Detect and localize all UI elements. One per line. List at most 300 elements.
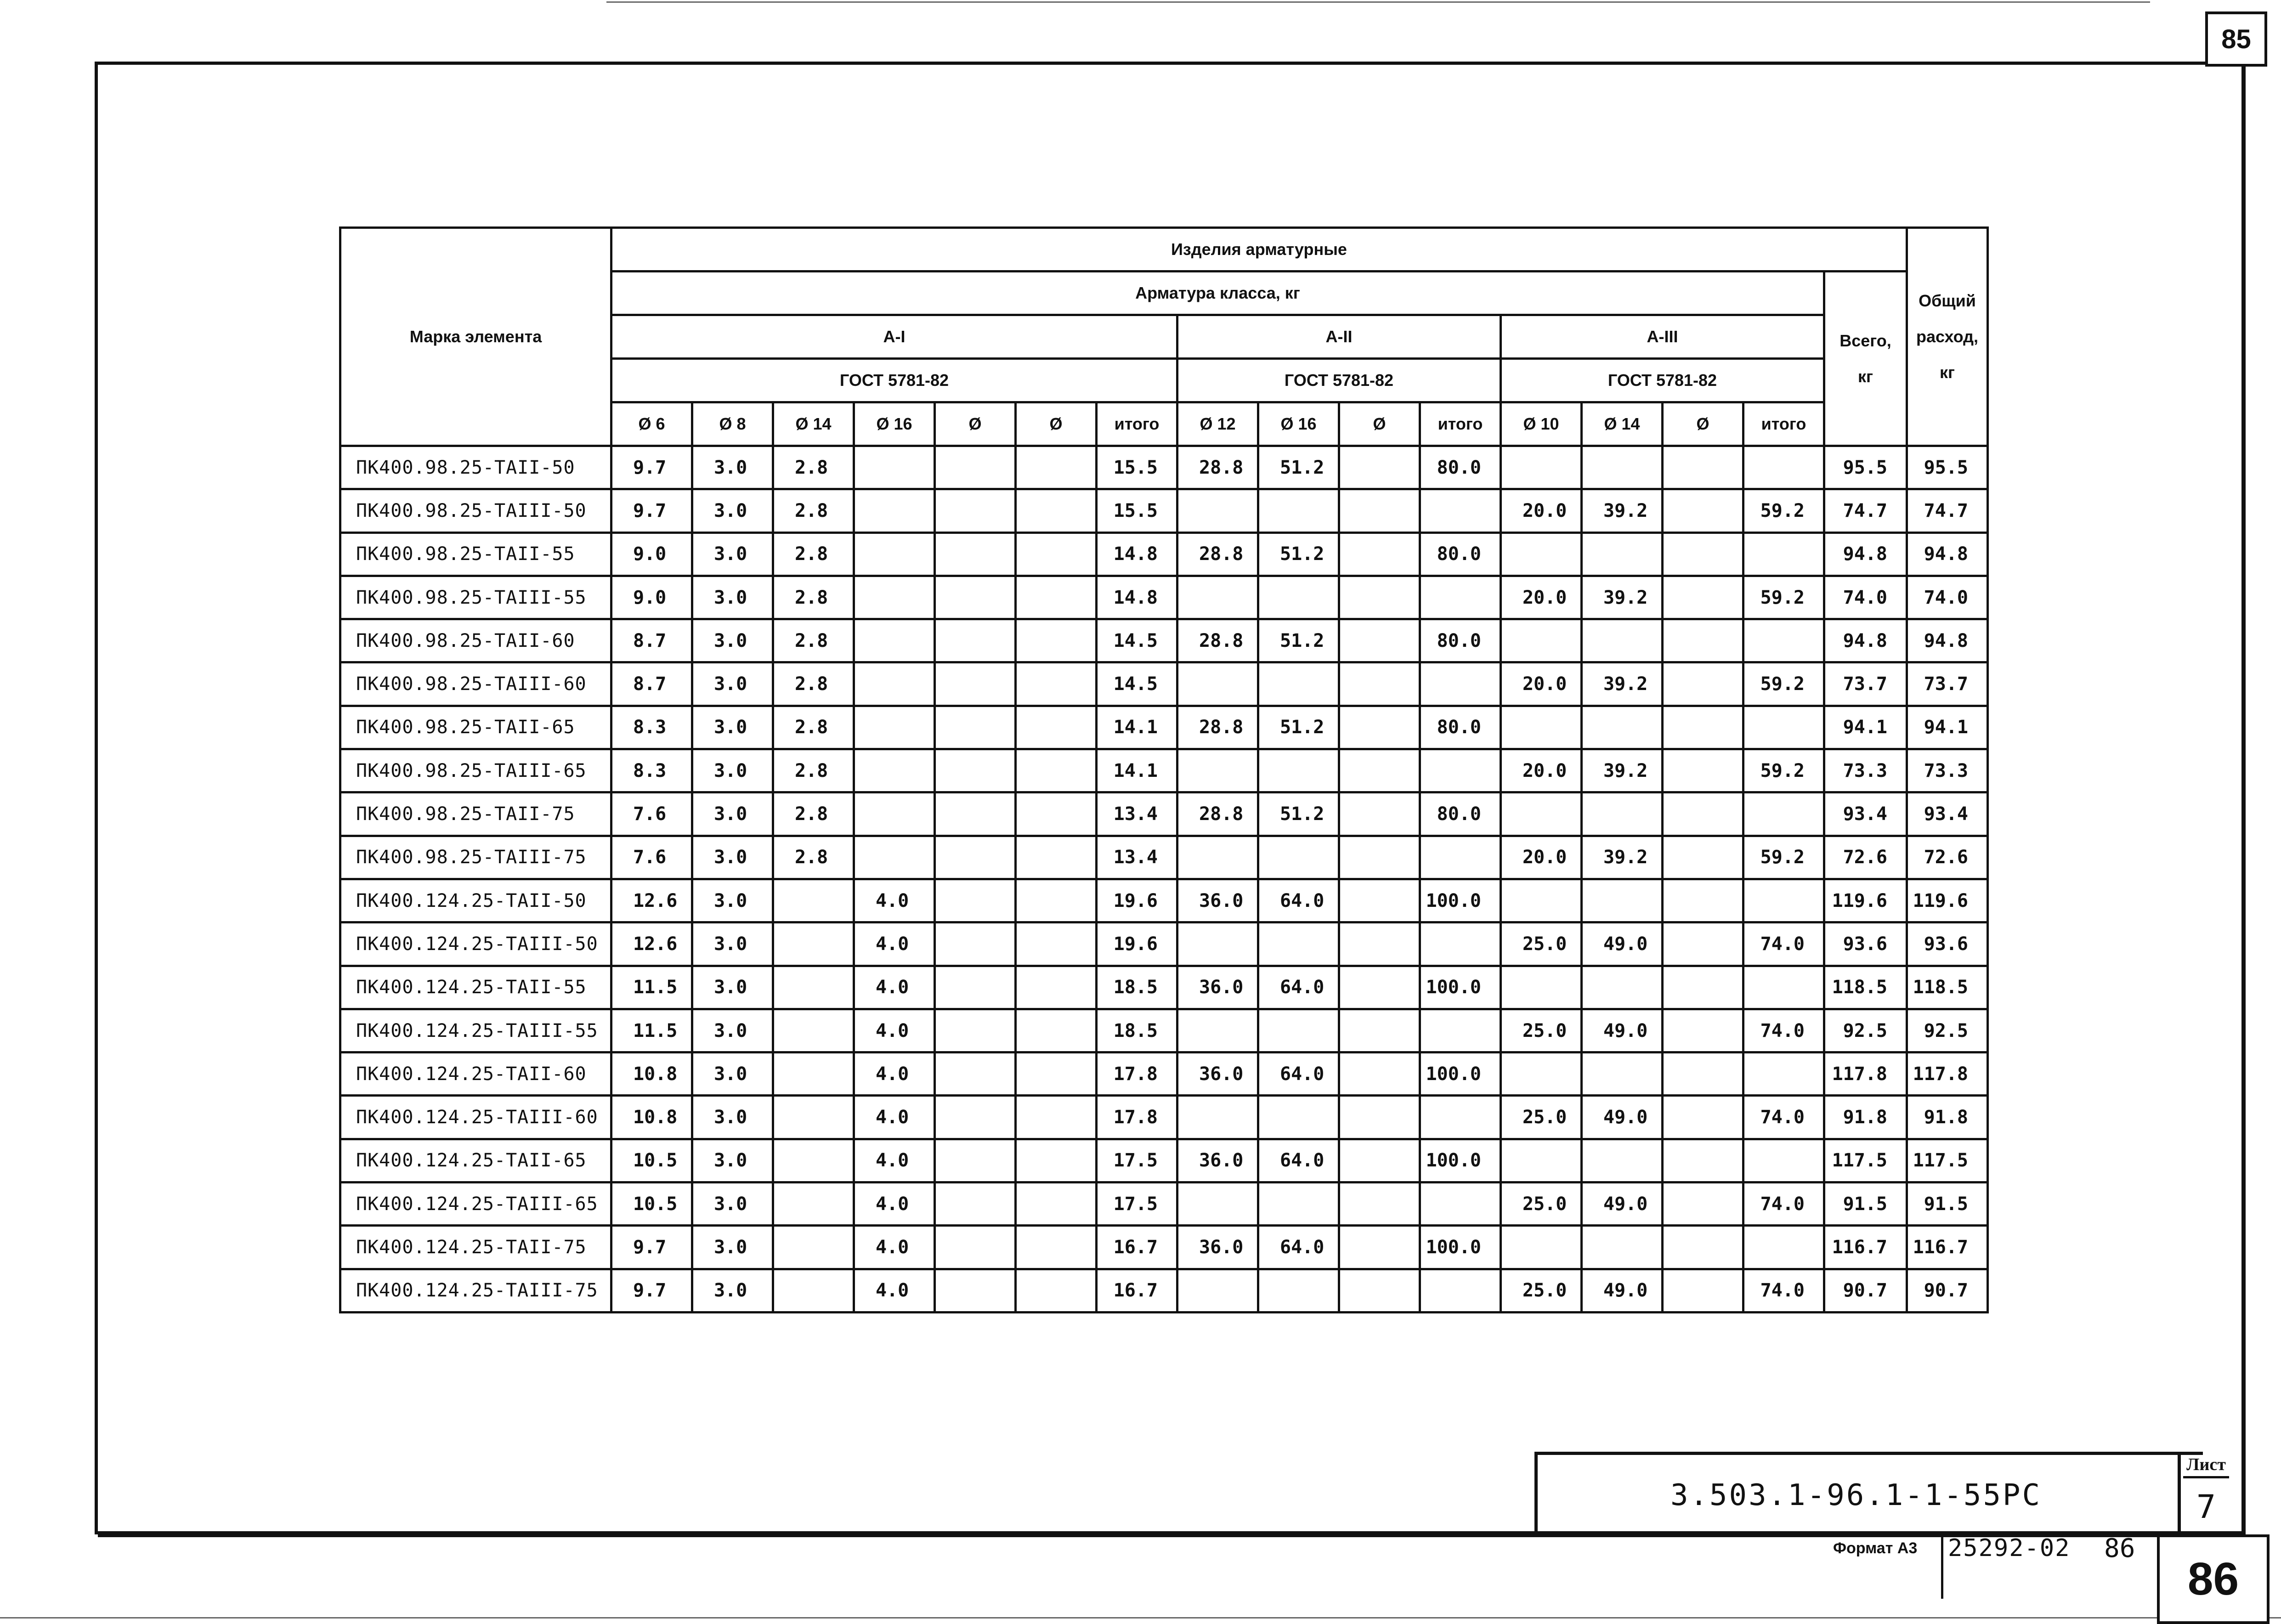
cell-a1e1 [935,532,1016,576]
group-header: Изделия арматурные [611,228,1907,272]
cell-a1e1 [935,1052,1016,1096]
cell-a2t: 100.0 [1420,1226,1501,1269]
cell-a2e [1339,922,1420,966]
cell-mark: ПК400.124.25-TAII-65 [340,1139,611,1182]
cell-a1e2 [1016,922,1097,966]
cell-total: 73.7 [1824,662,1907,706]
sub-a2-empty: Ø [1339,402,1420,446]
cell-d10 [1501,619,1582,662]
table-row [340,1009,1988,1052]
cell-a3t [1743,1139,1824,1182]
total-header-line2: кг [1857,367,1873,386]
cell-a3d14 [1582,792,1663,836]
cell-a3d14 [1582,879,1663,922]
cell-a2d16: 64.0 [1258,1052,1339,1096]
cell-d6: 12.6 [611,922,692,966]
cell-d14: 2.8 [773,576,854,619]
table-row [340,446,1988,489]
cell-a1e1 [935,1226,1016,1269]
cell-d12: 36.0 [1177,1226,1258,1269]
total-header-line1: Всего, [1840,331,1891,350]
cell-overall: 95.5 [1907,446,1988,489]
gost-a1-header: ГОСТ 5781-82 [611,359,1177,402]
cell-a2d16 [1258,1009,1339,1052]
cell-d8: 3.0 [692,1269,773,1312]
cell-a3t: 59.2 [1743,749,1824,792]
cell-overall: 94.8 [1907,619,1988,662]
cell-a3e [1663,836,1743,879]
cell-a2t: 80.0 [1420,706,1501,749]
cell-a1e2 [1016,1269,1097,1312]
cell-a2e [1339,1009,1420,1052]
cell-overall: 73.7 [1907,662,1988,706]
cell-d14: 2.8 [773,489,854,532]
cell-d14: 2.8 [773,706,854,749]
cell-d12 [1177,749,1258,792]
page-number-top: 85 [2205,11,2267,67]
cell-a2t: 80.0 [1420,792,1501,836]
cell-overall: 91.5 [1907,1183,1988,1226]
cell-d6: 9.0 [611,532,692,576]
rebar-table [339,226,1989,1313]
cell-a2e [1339,1269,1420,1312]
cell-d16 [854,532,935,576]
footer-separator [1941,1537,1943,1599]
cell-d10: 20.0 [1501,489,1582,532]
overall-header-line2: расход, [1916,327,1979,346]
cell-total: 74.0 [1824,576,1907,619]
cell-d14: 2.8 [773,792,854,836]
sub-a1-empty1: Ø [935,402,1016,446]
cell-a3e [1663,1226,1743,1269]
cell-d6: 9.7 [611,489,692,532]
cell-mark: ПК400.98.25-TAII-50 [340,446,611,489]
cell-a3d14: 39.2 [1582,576,1663,619]
cell-a3e [1663,1139,1743,1182]
sub-a1-d14: Ø 14 [773,402,854,446]
cell-d12 [1177,489,1258,532]
cell-d14 [773,1052,854,1096]
cell-d14 [773,1096,854,1139]
cell-a2e [1339,792,1420,836]
cell-d6: 11.5 [611,966,692,1009]
cell-d16 [854,446,935,489]
cell-d14 [773,1226,854,1269]
cell-d12: 28.8 [1177,532,1258,576]
cell-a2e [1339,446,1420,489]
sub-a1-d16: Ø 16 [854,402,935,446]
sub-a3-empty: Ø [1663,402,1743,446]
cell-d6: 8.7 [611,662,692,706]
cell-a2e [1339,1096,1420,1139]
cell-a2e [1339,749,1420,792]
cell-a2t [1420,1269,1501,1312]
cell-overall: 93.6 [1907,922,1988,966]
table-row [340,1052,1988,1096]
sub-a2-total: итого [1420,402,1501,446]
cell-a3t [1743,1052,1824,1096]
cell-total: 91.8 [1824,1096,1907,1139]
class-a1-header: А-I [611,315,1177,359]
cell-a2t: 100.0 [1420,1052,1501,1096]
cell-a1t: 14.5 [1097,662,1177,706]
class-a2-header: А-II [1177,315,1501,359]
cell-overall: 90.7 [1907,1269,1988,1312]
cell-a2d16: 64.0 [1258,966,1339,1009]
class-a3-header: А-III [1501,315,1824,359]
cell-total: 116.7 [1824,1226,1907,1269]
table-row [340,532,1988,576]
cell-a3t: 74.0 [1743,1096,1824,1139]
table-row [340,749,1988,792]
cell-overall: 92.5 [1907,1009,1988,1052]
cell-d8: 3.0 [692,1096,773,1139]
cell-a1t: 14.5 [1097,619,1177,662]
cell-a2t [1420,922,1501,966]
cell-d8: 3.0 [692,706,773,749]
cell-d16: 4.0 [854,1009,935,1052]
cell-a1t: 17.5 [1097,1183,1177,1226]
cell-d6: 8.7 [611,619,692,662]
cell-a3t [1743,792,1824,836]
cell-a3d14: 39.2 [1582,749,1663,792]
cell-overall: 117.8 [1907,1052,1988,1096]
cell-a1e1 [935,1139,1016,1182]
cell-a3d14 [1582,706,1663,749]
cell-a3t [1743,619,1824,662]
table-row [340,1139,1988,1182]
cell-d12: 36.0 [1177,1139,1258,1182]
cell-a3d14: 49.0 [1582,1096,1663,1139]
cell-a1e1 [935,749,1016,792]
cell-a1e2 [1016,532,1097,576]
cell-d10 [1501,792,1582,836]
cell-d8: 3.0 [692,879,773,922]
cell-a2d16: 51.2 [1258,532,1339,576]
sub-a1-d8: Ø 8 [692,402,773,446]
cell-a1t: 14.8 [1097,532,1177,576]
cell-a2e [1339,966,1420,1009]
cell-mark: ПК400.124.25-TAIII-55 [340,1009,611,1052]
cell-a2d16 [1258,749,1339,792]
cell-d14 [773,922,854,966]
table-row [340,1269,1988,1312]
cell-a2e [1339,662,1420,706]
mark-header: Марка элемента [340,228,611,446]
cell-d16: 4.0 [854,1052,935,1096]
overall-header [1907,228,1988,446]
cell-overall: 74.7 [1907,489,1988,532]
cell-a3d14: 49.0 [1582,1183,1663,1226]
table-row [340,619,1988,662]
cell-mark: ПК400.98.25-TAII-60 [340,619,611,662]
cell-d14 [773,1009,854,1052]
cell-d8: 3.0 [692,966,773,1009]
cell-overall: 73.3 [1907,749,1988,792]
cell-a3t: 59.2 [1743,489,1824,532]
cell-a3d14: 49.0 [1582,1009,1663,1052]
cell-d10 [1501,1226,1582,1269]
cell-a3t: 74.0 [1743,1009,1824,1052]
cell-a1e2 [1016,576,1097,619]
cell-d12 [1177,1183,1258,1226]
cell-d10: 20.0 [1501,749,1582,792]
cell-d14: 2.8 [773,619,854,662]
cell-d10: 20.0 [1501,576,1582,619]
cell-a1e2 [1016,489,1097,532]
cell-d16 [854,489,935,532]
cell-a3t [1743,1226,1824,1269]
cell-a2e [1339,532,1420,576]
cell-total: 119.6 [1824,879,1907,922]
sub-a2-d12: Ø 12 [1177,402,1258,446]
cell-a2t: 80.0 [1420,446,1501,489]
cell-a1e1 [935,706,1016,749]
cell-total: 117.8 [1824,1052,1907,1096]
cell-a2d16 [1258,1269,1339,1312]
cell-a3e [1663,879,1743,922]
cell-d8: 3.0 [692,1139,773,1182]
cell-d16: 4.0 [854,1269,935,1312]
cell-d16: 4.0 [854,1096,935,1139]
cell-a2e [1339,576,1420,619]
cell-d12 [1177,1269,1258,1312]
cell-d6: 9.0 [611,576,692,619]
cell-d16 [854,576,935,619]
cell-d12 [1177,576,1258,619]
cell-a2d16 [1258,1096,1339,1139]
cell-d8: 3.0 [692,922,773,966]
table-row [340,1226,1988,1269]
table-row [340,1183,1988,1226]
cell-d10: 25.0 [1501,922,1582,966]
cell-d12 [1177,1009,1258,1052]
cell-a3t [1743,879,1824,922]
cell-a1e1 [935,1269,1016,1312]
cell-d14: 2.8 [773,749,854,792]
cell-a1t: 14.8 [1097,576,1177,619]
cell-d10 [1501,532,1582,576]
cell-d12: 28.8 [1177,619,1258,662]
cell-d12: 28.8 [1177,706,1258,749]
cell-a2e [1339,836,1420,879]
cell-a1e2 [1016,879,1097,922]
cell-a2e [1339,1139,1420,1182]
cell-d16: 4.0 [854,1226,935,1269]
table-row [340,1096,1988,1139]
cell-a1e2 [1016,1183,1097,1226]
sub-a1-empty2: Ø [1016,402,1097,446]
cell-d12 [1177,662,1258,706]
cell-d6: 7.6 [611,792,692,836]
cell-total: 93.6 [1824,922,1907,966]
table-row [340,489,1988,532]
cell-a1e1 [935,879,1016,922]
cell-d16: 4.0 [854,879,935,922]
cell-mark: ПК400.124.25-TAII-60 [340,1052,611,1096]
cell-a3d14: 49.0 [1582,922,1663,966]
cell-d12 [1177,836,1258,879]
cell-a3t: 74.0 [1743,1269,1824,1312]
cell-d16 [854,836,935,879]
gost-a2-header: ГОСТ 5781-82 [1177,359,1501,402]
cell-mark: ПК400.98.25-TAII-75 [340,792,611,836]
cell-d12: 36.0 [1177,879,1258,922]
table-row [340,879,1988,922]
table-row [340,662,1988,706]
cell-d10 [1501,1139,1582,1182]
cell-a1e2 [1016,1009,1097,1052]
cell-d8: 3.0 [692,749,773,792]
cell-total: 72.6 [1824,836,1907,879]
cell-a1t: 13.4 [1097,836,1177,879]
cell-a1e1 [935,966,1016,1009]
cell-d16: 4.0 [854,966,935,1009]
cell-a1e2 [1016,706,1097,749]
cell-a1e2 [1016,619,1097,662]
cell-d8: 3.0 [692,1183,773,1226]
cell-a1t: 15.5 [1097,489,1177,532]
cell-d10 [1501,706,1582,749]
cell-a3e [1663,792,1743,836]
cell-a1e1 [935,489,1016,532]
cell-a3t: 59.2 [1743,576,1824,619]
cell-a1t: 14.1 [1097,706,1177,749]
cell-d12 [1177,1096,1258,1139]
cell-d14 [773,879,854,922]
cell-a1e2 [1016,836,1097,879]
sub-a3-d10: Ø 10 [1501,402,1582,446]
cell-d6: 9.7 [611,1226,692,1269]
cell-a2t [1420,576,1501,619]
sub-a1-d6: Ø 6 [611,402,692,446]
table-row [340,576,1988,619]
cell-a2e [1339,1052,1420,1096]
frame-right-edge [2242,62,2246,1539]
cell-a2e [1339,879,1420,922]
cell-d10: 20.0 [1501,836,1582,879]
cell-a2e [1339,1183,1420,1226]
format-label: Формат А3 [1833,1539,1918,1557]
cell-a1e1 [935,1009,1016,1052]
cell-d8: 3.0 [692,1226,773,1269]
cell-a3d14 [1582,1139,1663,1182]
cell-d6: 8.3 [611,706,692,749]
cell-overall: 94.8 [1907,532,1988,576]
cell-mark: ПК400.98.25-TAIII-55 [340,576,611,619]
cell-a2d16: 64.0 [1258,879,1339,922]
cell-total: 94.1 [1824,706,1907,749]
cell-a2t: 80.0 [1420,619,1501,662]
cell-d8: 3.0 [692,792,773,836]
cell-total: 94.8 [1824,532,1907,576]
cell-overall: 117.5 [1907,1139,1988,1182]
bottom-edge-line [0,1617,2281,1618]
cell-a1t: 14.1 [1097,749,1177,792]
cell-a3e [1663,446,1743,489]
cell-a1e2 [1016,966,1097,1009]
cell-mark: ПК400.98.25-TAIII-60 [340,662,611,706]
cell-a2e [1339,619,1420,662]
cell-a1t: 17.8 [1097,1052,1177,1096]
cell-d8: 3.0 [692,836,773,879]
table-row [340,966,1988,1009]
cell-a1t: 17.8 [1097,1096,1177,1139]
cell-a2d16 [1258,922,1339,966]
cell-d10 [1501,966,1582,1009]
sub-a2-d16: Ø 16 [1258,402,1339,446]
cell-d14: 2.8 [773,836,854,879]
cell-d8: 3.0 [692,619,773,662]
title-block-divider [2178,1452,2181,1537]
cell-a2t [1420,749,1501,792]
cell-d6: 10.8 [611,1096,692,1139]
cell-a2d16: 64.0 [1258,1226,1339,1269]
sheet-number: 7 [2196,1488,2216,1526]
cell-overall: 91.8 [1907,1096,1988,1139]
cell-a2d16: 51.2 [1258,792,1339,836]
cell-d8: 3.0 [692,662,773,706]
cell-mark: ПК400.98.25-TAIII-50 [340,489,611,532]
table-body [340,446,1988,1313]
cell-total: 73.3 [1824,749,1907,792]
cell-d16 [854,619,935,662]
cell-a1e2 [1016,749,1097,792]
cell-d8: 3.0 [692,489,773,532]
cell-a1e1 [935,1096,1016,1139]
cell-a1e1 [935,792,1016,836]
total-header [1824,272,1907,446]
cell-total: 92.5 [1824,1009,1907,1052]
cell-d10: 25.0 [1501,1269,1582,1312]
cell-a1e1 [935,662,1016,706]
cell-total: 93.4 [1824,792,1907,836]
cell-a2d16 [1258,662,1339,706]
cell-d8: 3.0 [692,532,773,576]
cell-a1t: 15.5 [1097,446,1177,489]
cell-mark: ПК400.124.25-TAII-55 [340,966,611,1009]
cell-a3t: 74.0 [1743,922,1824,966]
cell-d16: 4.0 [854,1183,935,1226]
cell-a1e2 [1016,1226,1097,1269]
cell-a3d14 [1582,446,1663,489]
cell-a3e [1663,576,1743,619]
cell-a3d14: 39.2 [1582,489,1663,532]
cell-d14: 2.8 [773,446,854,489]
cell-a3t: 59.2 [1743,836,1824,879]
cell-d8: 3.0 [692,1052,773,1096]
cell-total: 95.5 [1824,446,1907,489]
sub-a3-d14: Ø 14 [1582,402,1663,446]
cell-overall: 119.6 [1907,879,1988,922]
cell-total: 90.7 [1824,1269,1907,1312]
cell-overall: 72.6 [1907,836,1988,879]
cell-mark: ПК400.124.25-TAIII-75 [340,1269,611,1312]
cell-a3t [1743,706,1824,749]
cell-a2d16: 51.2 [1258,706,1339,749]
cell-d14: 2.8 [773,532,854,576]
table-row [340,922,1988,966]
cell-d16 [854,749,935,792]
cell-a3d14 [1582,532,1663,576]
cell-mark: ПК400.124.25-TAIII-50 [340,922,611,966]
cell-d12: 36.0 [1177,1052,1258,1096]
cell-a3t: 59.2 [1743,662,1824,706]
cell-d10: 20.0 [1501,662,1582,706]
cell-a2e [1339,489,1420,532]
cell-a1e1 [935,446,1016,489]
cell-a3t [1743,446,1824,489]
